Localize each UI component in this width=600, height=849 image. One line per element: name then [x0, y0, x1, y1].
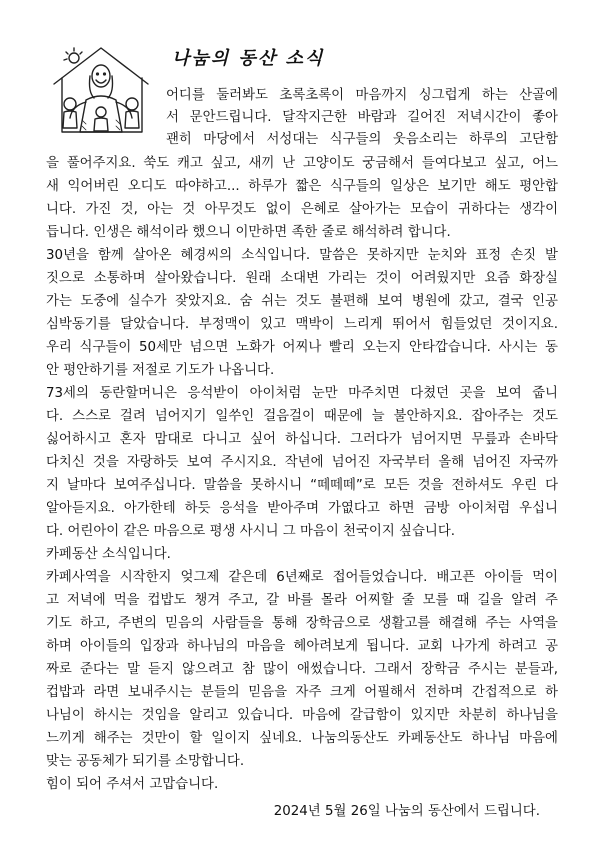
body-line: 73세의 동란할머니은 응석받이 아이처럼 눈만 마주치면 다쳤던 곳을 보여 줍니	[46, 386, 558, 401]
body-line: 안 평안하기를 저절로 기도가 나옵니다.	[46, 363, 275, 378]
body-line: 느끼게 해주는 것만이 할 일이지 싶네요. 나눔의동산도 카페동산도 하나님 마음에	[46, 731, 558, 746]
body-line: 니다. 가진 것, 아는 것 아무것도 없이 은혜로 살아가는 모습이 귀하다는 생각이	[46, 202, 558, 217]
body-line: 을 풀어주지요. 쑥도 캐고 싶고, 새끼 난 고양이도 궁금해서 들여다보고 싶고, 어느	[46, 156, 558, 171]
body-line: 하며 아이들의 입장과 하나님의 마음을 헤아려보게 됩니다. 교회 나가게 하려고 공	[46, 639, 558, 654]
body-line: 알아듣지요. 아가한테 하듯 응석을 받아주며 가엾다고 하면 금방 아이처럼 우십니	[46, 501, 558, 516]
body-line: 힘이 되어 주셔서 고맙습니다.	[46, 777, 219, 792]
body-line: 컵밥과 라면 보내주시는 분들의 믿음을 자주 크게 어필해서 전하며 간접적으로 하	[46, 685, 558, 700]
intro-line: 서 문안드립니다. 달작지근한 바람과 길어진 저녁시간이 좋아	[166, 110, 558, 125]
section-heading: 카페동산 소식입니다.	[46, 547, 171, 562]
body-line: 나님이 하시는 것임을 알리고 있습니다. 마음에 갈급함이 있지만 차분히 하나님을	[46, 708, 558, 723]
body-line: 카페사역을 시작한지 엊그제 같은데 6년째로 접어들었습니다. 배고픈 아이들 먹이	[46, 570, 558, 585]
newsletter-title: 나눔의 동산 소식	[172, 48, 325, 69]
body-line: 고 저녁에 먹을 컵밥도 챙겨 주고, 갈 바를 몰라 어찌할 줄 모를 때 길을 알려 주	[46, 593, 558, 608]
jesus-with-children-illustration	[46, 40, 156, 136]
body-line: 싫어하시고 혼자 맘대로 다니고 싶어 하십니다. 그러다가 넘어지면 무릎과 손바닥	[46, 432, 558, 447]
body-line: 맞는 공동체가 되기를 소망합니다.	[46, 754, 245, 769]
closing-date-line: 2024년 5월 26일 나눔의 동산에서 드립니다.	[273, 804, 540, 819]
intro-line: 괜히 마당에서 서성대는 식구들의 웃음소리는 하루의 고단함	[166, 132, 558, 147]
body-line: 다. 스스로 걸려 넘어지기 일쑤인 걸음걸이 때문에 늘 불안하지요. 잡아주는 것도	[46, 409, 558, 424]
body-line: 짜로 준다는 말 듣지 않으려고 참 많이 애썼습니다. 그래서 장학금 주시는 분들과,	[46, 662, 558, 677]
body-line: 다. 어린아이 같은 마음으로 평생 사시니 그 마음이 천국이지 싶습니다.	[46, 524, 456, 539]
body-line: 다치신 것을 자랑하듯 보여 주시지요. 작년에 넘어진 자국부터 올해 넘어진 자국까	[46, 455, 558, 470]
body-line: 짓으로 소통하며 살아왔습니다. 원래 소대변 가리는 것이 어려웠지만 요즘 화장실	[46, 271, 558, 286]
intro-line: 어디를 둘러봐도 초록초록이 마음까지 싱그럽게 하는 산골에	[166, 88, 558, 103]
body-line: 가는 도중에 실수가 잦았지요. 숨 쉬는 것도 불편해 보여 병원에 갔고, 결국 인공	[46, 294, 558, 309]
body-line: 우리 식구들이 50세만 넘으면 노화가 어찌나 빨리 오는지 안타깝습니다. 사시는 동	[46, 340, 558, 355]
body-line: 30년을 함께 살아온 혜경씨의 소식입니다. 말씀은 못하지만 눈치와 표정 손짓 발	[46, 248, 558, 263]
body-line: 기도 하고, 주변의 믿음의 사람들을 통해 장학금으로 생활고를 해결해 주는 사역을	[46, 616, 558, 631]
body-line: 지 날마다 보여주십니다. 말씀을 못하시니 “떼떼떼”로 모든 것을 전하셔도 우린 다	[46, 478, 558, 493]
body-line: 듭니다. 인생은 해석이라 했으니 이만하면 족한 줄로 해석하려 합니다.	[46, 225, 451, 240]
body-line: 심박동기를 달았습니다. 부정맥이 있고 맥박이 느리게 뛰어서 힘들었던 것이지요.	[46, 317, 558, 332]
body-line: 새 익어버린 오디도 따야하고... 하루가 짧은 식구들의 일상은 보기만 해도 평안합	[46, 179, 558, 194]
